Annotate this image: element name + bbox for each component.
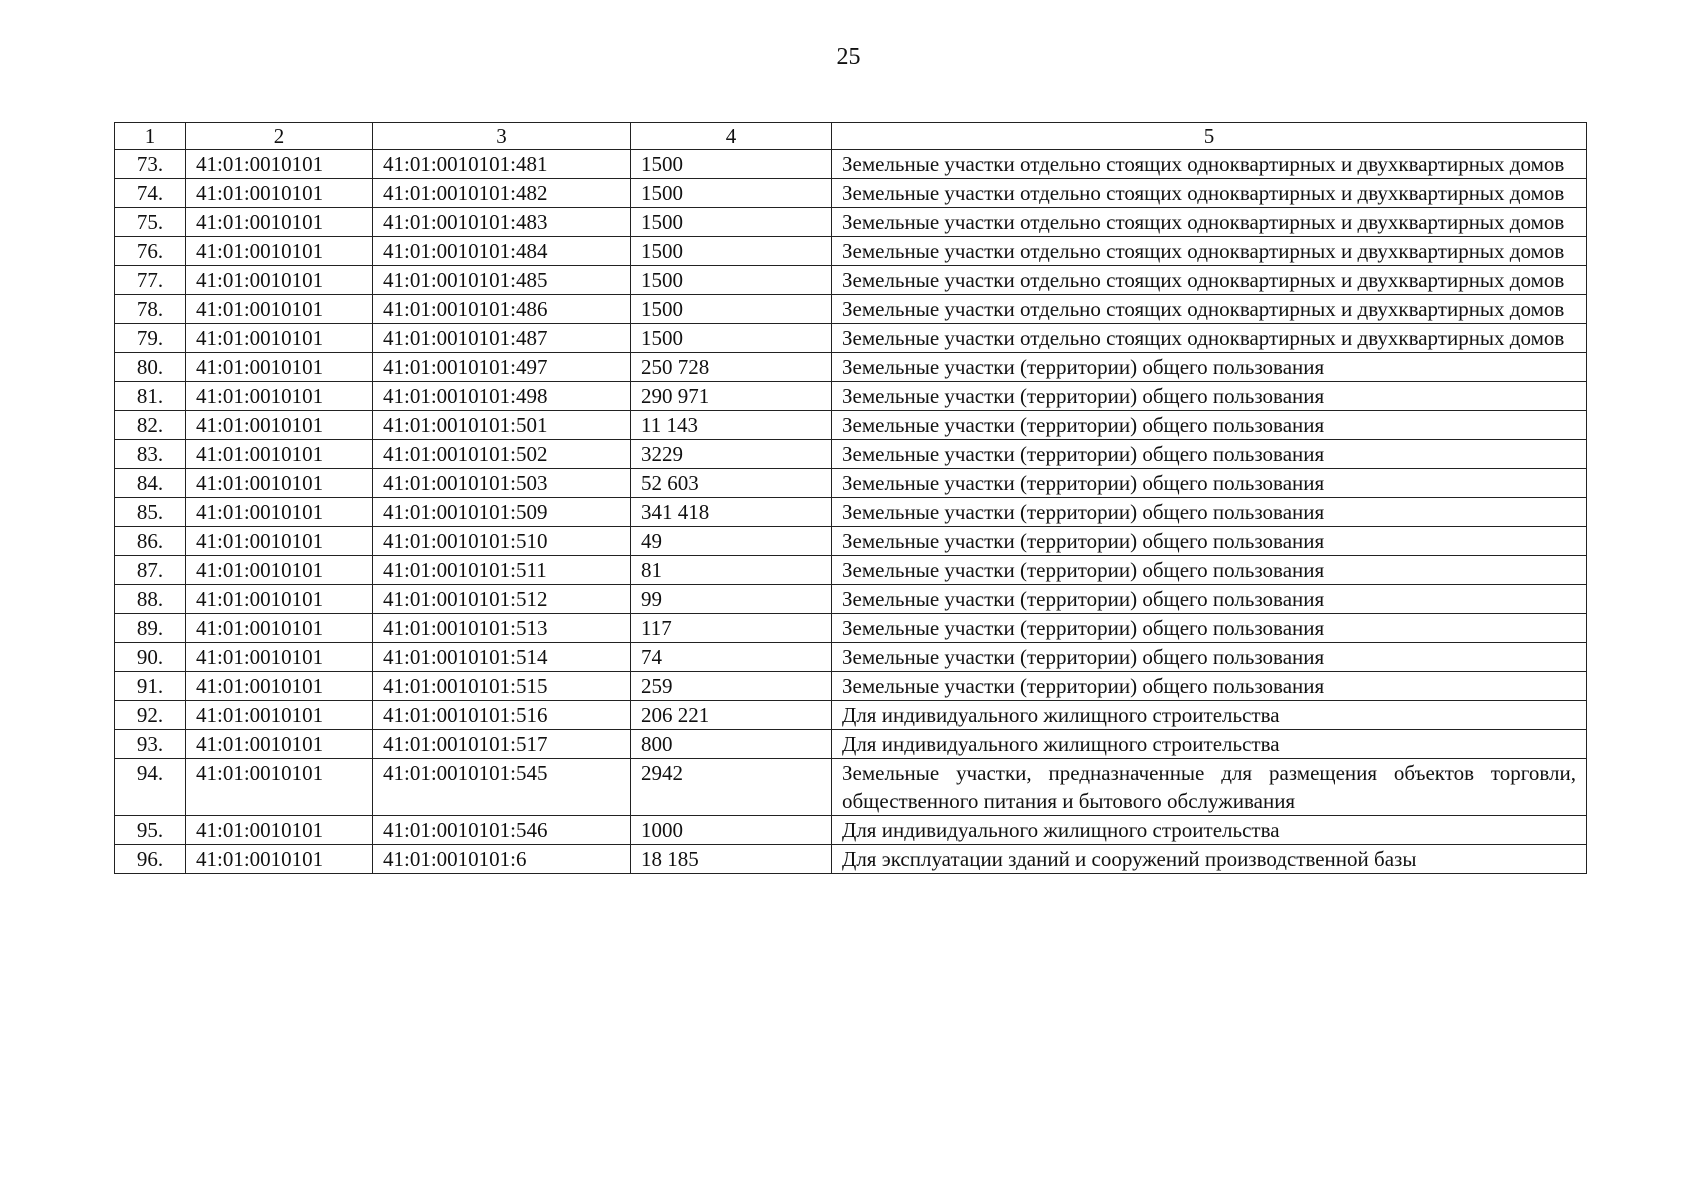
permitted-use-cell: Земельные участки отдельно стоящих одноквартирных и двухквартирных домов xyxy=(832,208,1587,237)
area-cell: 117 xyxy=(631,614,832,643)
area-cell: 1500 xyxy=(631,237,832,266)
table-row xyxy=(115,701,1587,730)
row-number-cell: 74. xyxy=(115,179,186,208)
table-row xyxy=(115,237,1587,266)
area-cell: 250 728 xyxy=(631,353,832,382)
table-row xyxy=(115,179,1587,208)
permitted-use-cell: Земельные участки отдельно стоящих одноквартирных и двухквартирных домов xyxy=(832,150,1587,179)
cadastral-block-cell: 41:01:0010101 xyxy=(186,237,373,266)
cadastral-number-cell: 41:01:0010101:483 xyxy=(373,208,631,237)
cadastral-number-cell: 41:01:0010101:6 xyxy=(373,845,631,874)
table-row xyxy=(115,845,1587,874)
table-row xyxy=(115,527,1587,556)
permitted-use-cell: Земельные участки (территории) общего пользования xyxy=(832,382,1587,411)
row-number-cell: 85. xyxy=(115,498,186,527)
permitted-use-cell: Земельные участки отдельно стоящих одноквартирных и двухквартирных домов xyxy=(832,324,1587,353)
cadastral-number-cell: 41:01:0010101:501 xyxy=(373,411,631,440)
table-row xyxy=(115,730,1587,759)
cadastral-number-cell: 41:01:0010101:497 xyxy=(373,353,631,382)
table-row xyxy=(115,585,1587,614)
permitted-use-cell: Для индивидуального жилищного строительства xyxy=(832,816,1587,845)
table-row xyxy=(115,498,1587,527)
table-row xyxy=(115,614,1587,643)
permitted-use-cell: Земельные участки (территории) общего пользования xyxy=(832,411,1587,440)
area-cell: 99 xyxy=(631,585,832,614)
area-cell: 1500 xyxy=(631,295,832,324)
cadastral-number-cell: 41:01:0010101:498 xyxy=(373,382,631,411)
cadastral-number-cell: 41:01:0010101:509 xyxy=(373,498,631,527)
table-row xyxy=(115,353,1587,382)
area-cell: 52 603 xyxy=(631,469,832,498)
permitted-use-cell: Земельные участки отдельно стоящих одноквартирных и двухквартирных домов xyxy=(832,179,1587,208)
cadastral-number-cell: 41:01:0010101:545 xyxy=(373,759,631,816)
table-row xyxy=(115,643,1587,672)
permitted-use-cell: Земельные участки (территории) общего пользования xyxy=(832,643,1587,672)
permitted-use-cell: Земельные участки (территории) общего пользования xyxy=(832,672,1587,701)
row-number-cell: 88. xyxy=(115,585,186,614)
permitted-use-cell: Земельные участки отдельно стоящих одноквартирных и двухквартирных домов xyxy=(832,295,1587,324)
row-number-cell: 94. xyxy=(115,759,186,816)
area-cell: 290 971 xyxy=(631,382,832,411)
cadastral-number-cell: 41:01:0010101:515 xyxy=(373,672,631,701)
table-row xyxy=(115,556,1587,585)
cadastral-block-cell: 41:01:0010101 xyxy=(186,382,373,411)
area-cell: 800 xyxy=(631,730,832,759)
permitted-use-cell: Земельные участки отдельно стоящих одноквартирных и двухквартирных домов xyxy=(832,266,1587,295)
column-header-3: 3 xyxy=(373,123,631,150)
area-cell: 1500 xyxy=(631,150,832,179)
cadastral-block-cell: 41:01:0010101 xyxy=(186,266,373,295)
cadastral-number-cell: 41:01:0010101:517 xyxy=(373,730,631,759)
cadastral-block-cell: 41:01:0010101 xyxy=(186,585,373,614)
row-number-cell: 92. xyxy=(115,701,186,730)
row-number-cell: 81. xyxy=(115,382,186,411)
permitted-use-cell: Земельные участки (территории) общего пользования xyxy=(832,498,1587,527)
cadastral-number-cell: 41:01:0010101:516 xyxy=(373,701,631,730)
row-number-cell: 82. xyxy=(115,411,186,440)
cadastral-block-cell: 41:01:0010101 xyxy=(186,643,373,672)
row-number-cell: 84. xyxy=(115,469,186,498)
cadastral-number-cell: 41:01:0010101:482 xyxy=(373,179,631,208)
cadastral-block-cell: 41:01:0010101 xyxy=(186,469,373,498)
cadastral-block-cell: 41:01:0010101 xyxy=(186,353,373,382)
cadastral-block-cell: 41:01:0010101 xyxy=(186,614,373,643)
area-cell: 1000 xyxy=(631,816,832,845)
row-number-cell: 83. xyxy=(115,440,186,469)
table-row xyxy=(115,759,1587,816)
permitted-use-cell: Земельные участки (территории) общего пользования xyxy=(832,585,1587,614)
cadastral-number-cell: 41:01:0010101:546 xyxy=(373,816,631,845)
area-cell: 1500 xyxy=(631,208,832,237)
area-cell: 1500 xyxy=(631,179,832,208)
area-cell: 341 418 xyxy=(631,498,832,527)
row-number-cell: 93. xyxy=(115,730,186,759)
land-plots-table xyxy=(114,122,1587,874)
permitted-use-cell: Земельные участки отдельно стоящих одноквартирных и двухквартирных домов xyxy=(832,237,1587,266)
area-cell: 74 xyxy=(631,643,832,672)
row-number-cell: 75. xyxy=(115,208,186,237)
cadastral-block-cell: 41:01:0010101 xyxy=(186,440,373,469)
permitted-use-cell: Земельные участки (территории) общего пользования xyxy=(832,469,1587,498)
permitted-use-cell: Земельные участки (территории) общего пользования xyxy=(832,353,1587,382)
row-number-cell: 89. xyxy=(115,614,186,643)
table-row xyxy=(115,324,1587,353)
cadastral-block-cell: 41:01:0010101 xyxy=(186,701,373,730)
permitted-use-cell: Земельные участки, предназначенные для размещения объектов торговли, общественного питания и бытового обслуживания xyxy=(832,759,1587,816)
column-header-4: 4 xyxy=(631,123,832,150)
table-header-row xyxy=(115,123,1587,150)
row-number-cell: 91. xyxy=(115,672,186,701)
cadastral-block-cell: 41:01:0010101 xyxy=(186,150,373,179)
table-row xyxy=(115,150,1587,179)
page-number: 25 xyxy=(836,44,861,70)
area-cell: 2942 xyxy=(631,759,832,816)
cadastral-number-cell: 41:01:0010101:511 xyxy=(373,556,631,585)
permitted-use-cell: Для индивидуального жилищного строительства xyxy=(832,701,1587,730)
area-cell: 259 xyxy=(631,672,832,701)
cadastral-block-cell: 41:01:0010101 xyxy=(186,179,373,208)
row-number-cell: 95. xyxy=(115,816,186,845)
cadastral-block-cell: 41:01:0010101 xyxy=(186,498,373,527)
column-header-1: 1 xyxy=(115,123,186,150)
table-row xyxy=(115,382,1587,411)
cadastral-block-cell: 41:01:0010101 xyxy=(186,411,373,440)
cadastral-number-cell: 41:01:0010101:514 xyxy=(373,643,631,672)
table-row xyxy=(115,411,1587,440)
table-row xyxy=(115,295,1587,324)
row-number-cell: 87. xyxy=(115,556,186,585)
area-cell: 1500 xyxy=(631,266,832,295)
cadastral-number-cell: 41:01:0010101:481 xyxy=(373,150,631,179)
cadastral-number-cell: 41:01:0010101:487 xyxy=(373,324,631,353)
table-row xyxy=(115,208,1587,237)
cadastral-number-cell: 41:01:0010101:512 xyxy=(373,585,631,614)
cadastral-block-cell: 41:01:0010101 xyxy=(186,816,373,845)
cadastral-block-cell: 41:01:0010101 xyxy=(186,730,373,759)
cadastral-block-cell: 41:01:0010101 xyxy=(186,759,373,816)
column-header-5: 5 xyxy=(832,123,1587,150)
cadastral-block-cell: 41:01:0010101 xyxy=(186,208,373,237)
area-cell: 11 143 xyxy=(631,411,832,440)
cadastral-block-cell: 41:01:0010101 xyxy=(186,295,373,324)
row-number-cell: 78. xyxy=(115,295,186,324)
cadastral-number-cell: 41:01:0010101:503 xyxy=(373,469,631,498)
table-row xyxy=(115,672,1587,701)
cadastral-block-cell: 41:01:0010101 xyxy=(186,556,373,585)
permitted-use-cell: Земельные участки (территории) общего пользования xyxy=(832,440,1587,469)
area-cell: 206 221 xyxy=(631,701,832,730)
row-number-cell: 80. xyxy=(115,353,186,382)
cadastral-block-cell: 41:01:0010101 xyxy=(186,324,373,353)
cadastral-number-cell: 41:01:0010101:502 xyxy=(373,440,631,469)
cadastral-block-cell: 41:01:0010101 xyxy=(186,527,373,556)
row-number-cell: 76. xyxy=(115,237,186,266)
row-number-cell: 79. xyxy=(115,324,186,353)
permitted-use-cell: Земельные участки (территории) общего пользования xyxy=(832,556,1587,585)
row-number-cell: 96. xyxy=(115,845,186,874)
area-cell: 1500 xyxy=(631,324,832,353)
cadastral-number-cell: 41:01:0010101:513 xyxy=(373,614,631,643)
permitted-use-cell: Земельные участки (территории) общего пользования xyxy=(832,527,1587,556)
cadastral-number-cell: 41:01:0010101:485 xyxy=(373,266,631,295)
table-row xyxy=(115,266,1587,295)
table-row xyxy=(115,440,1587,469)
table-row xyxy=(115,469,1587,498)
area-cell: 81 xyxy=(631,556,832,585)
cadastral-number-cell: 41:01:0010101:486 xyxy=(373,295,631,324)
row-number-cell: 77. xyxy=(115,266,186,295)
area-cell: 3229 xyxy=(631,440,832,469)
cadastral-number-cell: 41:01:0010101:484 xyxy=(373,237,631,266)
row-number-cell: 86. xyxy=(115,527,186,556)
cadastral-number-cell: 41:01:0010101:510 xyxy=(373,527,631,556)
permitted-use-cell: Земельные участки (территории) общего пользования xyxy=(832,614,1587,643)
permitted-use-cell: Для эксплуатации зданий и сооружений производственной базы xyxy=(832,845,1587,874)
cadastral-block-cell: 41:01:0010101 xyxy=(186,672,373,701)
column-header-2: 2 xyxy=(186,123,373,150)
cadastral-block-cell: 41:01:0010101 xyxy=(186,845,373,874)
permitted-use-cell: Для индивидуального жилищного строительства xyxy=(832,730,1587,759)
area-cell: 18 185 xyxy=(631,845,832,874)
area-cell: 49 xyxy=(631,527,832,556)
table-row xyxy=(115,816,1587,845)
row-number-cell: 73. xyxy=(115,150,186,179)
row-number-cell: 90. xyxy=(115,643,186,672)
